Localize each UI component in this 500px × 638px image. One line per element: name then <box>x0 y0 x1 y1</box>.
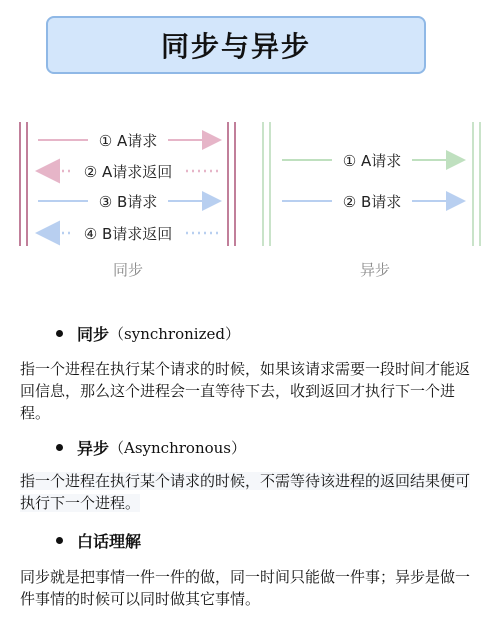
section-text-sync <box>20 358 482 424</box>
section-text-async <box>20 470 482 514</box>
async-label: 异步 <box>359 261 391 279</box>
sync-msg-1: ① A请求 <box>98 132 158 150</box>
sync-async-diagram <box>0 110 500 290</box>
sync-msg-2: ② A请求返回 <box>83 163 173 181</box>
section-text: 指一个进程在执行某个请求的时候，不需等待该进程的返回结果便可执行下一个进程。 <box>20 472 471 512</box>
section-text-plain <box>20 566 482 610</box>
page-title: 同步与异步 <box>160 30 311 63</box>
section-term: 同步 <box>77 325 110 344</box>
section-text: 同步就是把事情一件一件的做，同一时间只能做一件事；异步是做一件事情的时候可以同时做其它事情。 <box>20 568 471 608</box>
async-msg-1: ① A请求 <box>342 152 402 170</box>
title-box <box>46 16 426 74</box>
sync-msg-4: ④ B请求返回 <box>83 225 173 243</box>
async-left-lifeline <box>263 122 270 246</box>
bullet-dot <box>56 537 63 544</box>
section-heading-async <box>56 436 246 459</box>
sync-label: 同步 <box>112 261 144 279</box>
section-heading-plain <box>56 529 141 552</box>
section-term: 异步 <box>77 439 110 458</box>
sync-left-lifeline <box>20 122 27 246</box>
sync-right-lifeline <box>228 122 235 246</box>
sync-msg-3: ③ B请求 <box>98 193 158 211</box>
async-right-lifeline <box>473 122 480 246</box>
section-text: 指一个进程在执行某个请求的时候，如果该请求需要一段时间才能返回信息，那么这个进程会一直等待下去，收到返回才执行下一个进程。 <box>20 360 471 422</box>
async-msg-2: ② B请求 <box>342 193 402 211</box>
section-term-english: （synchronized） <box>109 325 240 343</box>
section-term: 白话理解 <box>77 532 142 551</box>
bullet-dot <box>56 444 63 451</box>
section-heading-sync <box>56 322 240 345</box>
bullet-dot <box>56 330 63 337</box>
section-term-english: （Asynchronous） <box>109 439 246 457</box>
